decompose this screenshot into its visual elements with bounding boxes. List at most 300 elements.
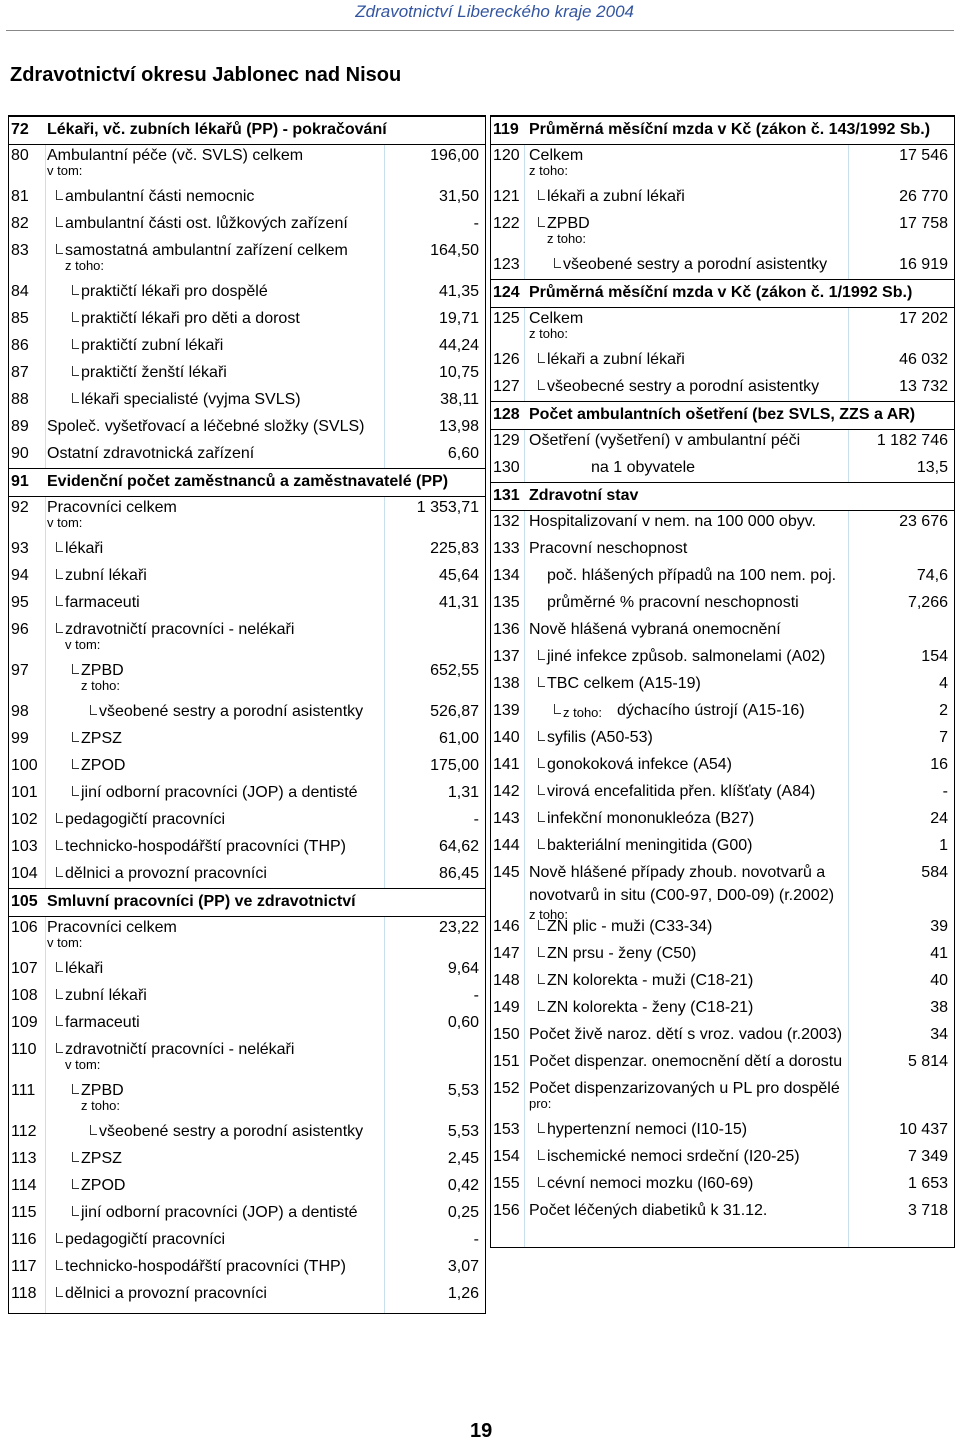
row-value: 2 bbox=[939, 702, 948, 719]
sub-caption: z toho: bbox=[547, 231, 587, 246]
row-number: 140 bbox=[493, 729, 520, 746]
tree-connector bbox=[538, 974, 545, 984]
row-label: Ostatní zdravotnická zařízení bbox=[47, 445, 255, 462]
table-row bbox=[9, 279, 485, 306]
tree-connector bbox=[72, 786, 79, 796]
row-value: 39 bbox=[930, 918, 948, 935]
row-label: farmaceuti bbox=[65, 594, 140, 611]
page-number: 19 bbox=[470, 1420, 493, 1442]
tree-connector bbox=[538, 677, 545, 687]
row-value: 34 bbox=[930, 1026, 948, 1043]
sub-caption: z toho: bbox=[81, 1098, 121, 1113]
tree-connector bbox=[56, 623, 63, 633]
table-row bbox=[491, 698, 954, 725]
tree-connector bbox=[56, 1016, 63, 1026]
row-number: 91 bbox=[11, 473, 29, 490]
table-row bbox=[9, 1281, 485, 1308]
table-row bbox=[491, 455, 954, 482]
tree-connector bbox=[56, 1043, 63, 1053]
tree-connector bbox=[72, 1152, 79, 1162]
row-value: 7 349 bbox=[907, 1148, 948, 1165]
row-number: 153 bbox=[493, 1121, 520, 1138]
row-value: 225,83 bbox=[430, 540, 479, 557]
table-row bbox=[9, 1146, 485, 1173]
row-label: gonokoková infekce (A54) bbox=[547, 756, 732, 773]
table-row bbox=[9, 1010, 485, 1037]
row-value: 1 182 746 bbox=[876, 432, 948, 449]
table-row bbox=[9, 1200, 485, 1227]
section-heading-row bbox=[491, 482, 954, 511]
row-value: 0,60 bbox=[447, 1014, 479, 1031]
sub-caption: z toho: bbox=[65, 258, 105, 273]
row-number: 145 bbox=[493, 864, 520, 881]
row-value: 38 bbox=[930, 999, 948, 1016]
tree-connector bbox=[56, 569, 63, 579]
row-value: 17 758 bbox=[899, 215, 948, 232]
row-number: 95 bbox=[11, 594, 29, 611]
row-value: 17 546 bbox=[899, 147, 948, 164]
row-value: 5,53 bbox=[447, 1082, 479, 1099]
row-number: 88 bbox=[11, 391, 29, 408]
tree-connector bbox=[56, 1233, 63, 1243]
row-value: 175,00 bbox=[430, 757, 479, 774]
row-label: zdravotničtí pracovníci - nelékaři bbox=[65, 621, 295, 638]
row-label: ZN kolorekta - muži (C18-21) bbox=[547, 972, 754, 989]
row-value: - bbox=[473, 1231, 479, 1248]
row-label: ZN kolorekta - ženy (C18-21) bbox=[547, 999, 754, 1016]
table-row bbox=[9, 780, 485, 807]
row-label: cévní nemoci mozku (I60-69) bbox=[547, 1175, 754, 1192]
row-label: jiní odborní pracovníci (JOP) a dentisté bbox=[81, 1204, 358, 1221]
row-number: 103 bbox=[11, 838, 38, 855]
row-label: pedagogičtí pracovníci bbox=[65, 811, 226, 828]
row-value: 13 732 bbox=[899, 378, 948, 395]
table-row bbox=[9, 834, 485, 861]
tree-connector bbox=[90, 705, 97, 715]
tree-connector bbox=[538, 650, 545, 660]
row-value: 1 653 bbox=[907, 1175, 948, 1192]
row-value: 7,266 bbox=[907, 594, 948, 611]
tree-connector bbox=[72, 1206, 79, 1216]
row-label: lékaři specialisté (vyjma SVLS) bbox=[81, 391, 301, 408]
row-number: 154 bbox=[493, 1148, 520, 1165]
row-number: 132 bbox=[493, 513, 520, 530]
row-label: průměrné % pracovní neschopnosti bbox=[547, 594, 799, 611]
row-number: 90 bbox=[11, 445, 29, 462]
row-number: 129 bbox=[493, 432, 520, 449]
tree-connector bbox=[538, 1150, 545, 1160]
table-row bbox=[9, 1119, 485, 1146]
row-number: 150 bbox=[493, 1026, 520, 1043]
row-value: 4 bbox=[939, 675, 948, 692]
row-number: 84 bbox=[11, 283, 29, 300]
sub-caption: pro: bbox=[529, 1096, 552, 1111]
row-value: 61,00 bbox=[438, 730, 479, 747]
row-label: TBC celkem (A15-19) bbox=[547, 675, 701, 692]
row-label: Pracovní neschopnost bbox=[529, 540, 688, 557]
section-heading-row bbox=[491, 116, 954, 145]
row-number: 104 bbox=[11, 865, 38, 882]
row-value: 164,50 bbox=[430, 242, 479, 259]
row-number: 108 bbox=[11, 987, 38, 1004]
row-label: lékaři bbox=[65, 960, 104, 977]
page-title: Zdravotnictví okresu Jablonec nad Nisou bbox=[10, 64, 402, 86]
table-row bbox=[491, 252, 954, 279]
row-value: 10,75 bbox=[438, 364, 479, 381]
row-number: 133 bbox=[493, 540, 520, 557]
table-row bbox=[491, 617, 954, 644]
tree-connector bbox=[72, 732, 79, 742]
row-value: 41,35 bbox=[438, 283, 479, 300]
row-label: Pracovníci celkem bbox=[47, 919, 177, 936]
row-number: 98 bbox=[11, 703, 29, 720]
row-label: dělnici a provozní pracovníci bbox=[65, 865, 267, 882]
table-row bbox=[9, 211, 485, 238]
row-label: Počet ambulantních ošetření (bez SVLS, ZZS a AR) bbox=[529, 406, 916, 423]
row-label: Pracovníci celkem bbox=[47, 499, 177, 516]
row-number: 122 bbox=[493, 215, 520, 232]
table-row bbox=[491, 1076, 954, 1103]
row-label: technicko-hospodářští pracovníci (THP) bbox=[65, 1258, 346, 1275]
row-number: 81 bbox=[11, 188, 29, 205]
row-value: 86,45 bbox=[438, 865, 479, 882]
row-value: 5 814 bbox=[907, 1053, 948, 1070]
row-value: 44,24 bbox=[438, 337, 479, 354]
row-label: ZPOD bbox=[81, 1177, 126, 1194]
tree-connector bbox=[72, 759, 79, 769]
table-row bbox=[9, 807, 485, 834]
row-label: ZPBD bbox=[81, 662, 124, 679]
row-label: Počet živě naroz. dětí s vroz. vadou (r.2003) bbox=[529, 1026, 843, 1043]
tree-connector bbox=[538, 217, 545, 227]
row-label: zdravotničtí pracovníci - nelékaři bbox=[65, 1041, 295, 1058]
row-label: Ošetření (vyšetření) v ambulantní péči bbox=[529, 432, 801, 449]
sub-caption: z toho: bbox=[529, 326, 569, 341]
row-number: 114 bbox=[11, 1177, 37, 1194]
row-number: 117 bbox=[11, 1258, 37, 1275]
row-number: 83 bbox=[11, 242, 29, 259]
row-label: Nově hlášená vybraná onemocnění bbox=[529, 621, 781, 638]
row-value: 24 bbox=[930, 810, 948, 827]
row-label: ischemické nemoci srdeční (I20-25) bbox=[547, 1148, 800, 1165]
row-number: 92 bbox=[11, 499, 29, 516]
row-number: 141 bbox=[493, 756, 520, 773]
row-value: 196,00 bbox=[430, 147, 479, 164]
row-value: 6,60 bbox=[447, 445, 479, 462]
row-value: 26 770 bbox=[899, 188, 948, 205]
row-number: 85 bbox=[11, 310, 29, 327]
row-value: 41,31 bbox=[438, 594, 479, 611]
section-heading-row bbox=[491, 401, 954, 430]
row-number: 86 bbox=[11, 337, 29, 354]
table-row bbox=[491, 1117, 954, 1144]
table-row bbox=[491, 509, 954, 536]
row-number: 146 bbox=[493, 918, 520, 935]
row-number: 125 bbox=[493, 310, 520, 327]
sub-prefix: z toho: bbox=[563, 705, 603, 720]
row-label: Průměrná měsíční mzda v Kč (zákon č. 143/1992 Sb.) bbox=[529, 121, 931, 138]
row-value: 16 bbox=[930, 756, 948, 773]
row-label: lékaři a zubní lékaři bbox=[547, 351, 685, 368]
header-rule bbox=[6, 30, 954, 31]
table-row bbox=[491, 833, 954, 860]
row-label: Počet léčených diabetiků k 31.12. bbox=[529, 1202, 768, 1219]
tree-connector bbox=[56, 962, 63, 972]
tree-connector bbox=[538, 920, 545, 930]
row-value: - bbox=[473, 987, 479, 1004]
table-row bbox=[491, 671, 954, 698]
row-number: 123 bbox=[493, 256, 520, 273]
row-number: 135 bbox=[493, 594, 520, 611]
row-number: 121 bbox=[493, 188, 520, 205]
table-row bbox=[9, 753, 485, 780]
row-number: 72 bbox=[11, 121, 29, 138]
row-value: 5,53 bbox=[447, 1123, 479, 1140]
tree-connector bbox=[56, 989, 63, 999]
row-label: Zdravotní stav bbox=[529, 487, 639, 504]
section-heading-row bbox=[9, 888, 485, 917]
table-row bbox=[491, 941, 954, 968]
row-value: 19,71 bbox=[438, 310, 479, 327]
row-value: 3 718 bbox=[907, 1202, 948, 1219]
table-row bbox=[491, 1198, 954, 1225]
row-number: 99 bbox=[11, 730, 29, 747]
row-value: 31,50 bbox=[438, 188, 479, 205]
row-number: 127 bbox=[493, 378, 520, 395]
row-value: 38,11 bbox=[440, 391, 479, 408]
row-number: 102 bbox=[11, 811, 38, 828]
section-heading-row bbox=[491, 279, 954, 308]
row-value: 23,22 bbox=[438, 919, 479, 936]
row-label: poč. hlášených případů na 100 nem. poj. bbox=[547, 567, 837, 584]
tree-connector bbox=[538, 731, 545, 741]
row-label: jiní odborní pracovníci (JOP) a dentisté bbox=[81, 784, 358, 801]
row-label: ambulantní části ost. lůžkových zařízení bbox=[65, 215, 348, 232]
row-label: jiné infekce způsob. salmonelami (A02) bbox=[547, 648, 826, 665]
table-row bbox=[9, 414, 485, 441]
running-header: Zdravotnictví Libereckého kraje 2004 bbox=[355, 2, 634, 21]
row-label: ZN prsu - ženy (C50) bbox=[547, 945, 697, 962]
sub-caption: v tom: bbox=[47, 163, 83, 178]
row-number: 148 bbox=[493, 972, 520, 989]
row-value: 584 bbox=[921, 864, 948, 881]
row-number: 82 bbox=[11, 215, 29, 232]
row-number: 137 bbox=[493, 648, 520, 665]
row-number: 100 bbox=[11, 757, 38, 774]
row-number: 151 bbox=[493, 1053, 520, 1070]
row-label: všeobené sestry a porodní asistentky bbox=[99, 703, 364, 720]
row-number: 119 bbox=[493, 121, 519, 138]
sub-caption: z toho: bbox=[81, 678, 121, 693]
row-value: 2,45 bbox=[447, 1150, 479, 1167]
table-row bbox=[9, 956, 485, 983]
tree-connector bbox=[72, 1084, 79, 1094]
row-value: 23 676 bbox=[899, 513, 948, 530]
table-row bbox=[9, 699, 485, 726]
tree-connector bbox=[56, 840, 63, 850]
table-row bbox=[491, 914, 954, 941]
table-row bbox=[491, 428, 954, 455]
row-value: 0,42 bbox=[447, 1177, 479, 1194]
table-row bbox=[9, 360, 485, 387]
tree-connector bbox=[538, 947, 545, 957]
row-number: 131 bbox=[493, 487, 520, 504]
table-row bbox=[491, 1022, 954, 1049]
tree-connector bbox=[56, 1287, 63, 1297]
row-number: 124 bbox=[493, 284, 520, 301]
row-value: 652,55 bbox=[430, 662, 479, 679]
section-heading-row bbox=[9, 116, 485, 145]
row-value: 154 bbox=[921, 648, 948, 665]
row-label: Smluvní pracovníci (PP) ve zdravotnictví bbox=[47, 893, 356, 910]
table-row bbox=[491, 968, 954, 995]
row-value: 1 bbox=[939, 837, 948, 854]
row-number: 152 bbox=[493, 1080, 520, 1097]
row-number: 80 bbox=[11, 147, 29, 164]
tree-connector bbox=[56, 190, 63, 200]
row-value: 13,5 bbox=[916, 459, 948, 476]
row-label: praktičtí ženští lékaři bbox=[81, 364, 227, 381]
row-label: Průměrná měsíční mzda v Kč (zákon č. 1/1992 Sb.) bbox=[529, 284, 913, 301]
row-label: syfilis (A50-53) bbox=[547, 729, 653, 746]
row-number: 130 bbox=[493, 459, 520, 476]
tree-connector bbox=[538, 190, 545, 200]
row-number: 109 bbox=[11, 1014, 38, 1031]
row-value: 41 bbox=[930, 945, 948, 962]
row-label: ZPBD bbox=[81, 1082, 124, 1099]
table-row bbox=[9, 861, 485, 888]
tree-connector bbox=[90, 1125, 97, 1135]
row-number: 116 bbox=[11, 1231, 37, 1248]
row-value: 3,07 bbox=[447, 1258, 479, 1275]
sub-caption: v tom: bbox=[65, 637, 101, 652]
tree-connector bbox=[56, 596, 63, 606]
table-row bbox=[491, 347, 954, 374]
row-value: 9,64 bbox=[447, 960, 479, 977]
row-number: 144 bbox=[493, 837, 520, 854]
table-row bbox=[9, 726, 485, 753]
table-row bbox=[491, 806, 954, 833]
row-number: 89 bbox=[11, 418, 29, 435]
tree-connector bbox=[538, 839, 545, 849]
row-number: 149 bbox=[493, 999, 520, 1016]
row-value: - bbox=[473, 811, 479, 828]
table-row bbox=[491, 725, 954, 752]
row-label: dýchacího ústrojí (A15-16) bbox=[617, 702, 805, 719]
tree-connector bbox=[56, 244, 63, 254]
row-number: 147 bbox=[493, 945, 520, 962]
row-value: 1,26 bbox=[447, 1285, 479, 1302]
tree-connector bbox=[538, 785, 545, 795]
table-row bbox=[9, 306, 485, 333]
row-number: 156 bbox=[493, 1202, 520, 1219]
table-row bbox=[9, 184, 485, 211]
row-value: 526,87 bbox=[430, 703, 479, 720]
row-number: 111 bbox=[11, 1082, 36, 1099]
table-row bbox=[9, 1254, 485, 1281]
table-row bbox=[9, 563, 485, 590]
row-label: Lékaři, vč. zubních lékařů (PP) - pokračování bbox=[47, 121, 387, 138]
row-number: 126 bbox=[493, 351, 520, 368]
table-row bbox=[491, 590, 954, 617]
tree-connector bbox=[554, 704, 561, 714]
table-row bbox=[9, 441, 485, 468]
table-row bbox=[9, 590, 485, 617]
row-label: hypertenzní nemoci (I10-15) bbox=[547, 1121, 748, 1138]
row-number: 106 bbox=[11, 919, 38, 936]
row-label: bakteriální meningitida (G00) bbox=[547, 837, 753, 854]
row-label: praktičtí zubní lékaři bbox=[81, 337, 224, 354]
row-value: 17 202 bbox=[899, 310, 948, 327]
row-label: ZN plic - muži (C33-34) bbox=[547, 918, 713, 935]
table-row bbox=[9, 536, 485, 563]
row-label: ZPSZ bbox=[81, 730, 122, 747]
row-value: 64,62 bbox=[438, 838, 479, 855]
section-heading-row bbox=[9, 468, 485, 497]
row-number: 118 bbox=[11, 1285, 37, 1302]
row-number: 112 bbox=[11, 1123, 37, 1140]
row-value: 1,31 bbox=[447, 784, 479, 801]
row-label: dělnici a provozní pracovníci bbox=[65, 1285, 267, 1302]
row-label: Počet dispenzarizovaných u PL pro dospělé bbox=[529, 1080, 840, 1097]
table-row bbox=[491, 995, 954, 1022]
row-number: 128 bbox=[493, 406, 520, 423]
row-label: samostatná ambulantní zařízení celkem bbox=[65, 242, 348, 259]
tree-connector bbox=[538, 1001, 545, 1011]
tree-connector bbox=[554, 258, 561, 268]
row-label: zubní lékaři bbox=[65, 567, 147, 584]
row-label: virová encefalitida přen. klíšťaty (A84) bbox=[547, 783, 816, 800]
table-row bbox=[491, 184, 954, 211]
row-number: 93 bbox=[11, 540, 29, 557]
tree-connector bbox=[72, 339, 79, 349]
row-number: 120 bbox=[493, 147, 520, 164]
row-number: 107 bbox=[11, 960, 38, 977]
row-label: Celkem bbox=[529, 310, 584, 327]
row-label: všeobené sestry a porodní asistentky bbox=[99, 1123, 364, 1140]
tree-connector bbox=[538, 380, 545, 390]
row-number: 87 bbox=[11, 364, 29, 381]
row-value: 1 353,71 bbox=[416, 499, 479, 516]
table-row bbox=[491, 374, 954, 401]
table-row bbox=[491, 1144, 954, 1171]
row-label: praktičtí lékaři pro dospělé bbox=[81, 283, 268, 300]
table-row bbox=[491, 644, 954, 671]
table-row bbox=[491, 536, 954, 563]
tree-connector bbox=[56, 1260, 63, 1270]
tree-connector bbox=[72, 1179, 79, 1189]
table-row bbox=[491, 563, 954, 590]
left-table bbox=[8, 115, 486, 1314]
row-label-continued: novotvarů in situ (C00-97, D00-09) (r.2002) bbox=[529, 887, 835, 904]
row-label: Společ. vyšetřovací a léčebné složky (SVLS) bbox=[47, 418, 365, 435]
row-value: 40 bbox=[930, 972, 948, 989]
row-label: technicko-hospodářští pracovníci (THP) bbox=[65, 838, 346, 855]
right-table bbox=[490, 115, 955, 1248]
table-row bbox=[491, 752, 954, 779]
tree-connector bbox=[538, 1177, 545, 1187]
row-label: lékaři a zubní lékaři bbox=[547, 188, 685, 205]
row-number: 138 bbox=[493, 675, 520, 692]
row-label: ZPOD bbox=[81, 757, 126, 774]
row-label: Nově hlášené případy zhoub. novotvarů a bbox=[529, 864, 826, 881]
row-number: 139 bbox=[493, 702, 520, 719]
row-value: - bbox=[942, 783, 948, 800]
row-number: 110 bbox=[11, 1041, 37, 1058]
row-value: 74,6 bbox=[916, 567, 948, 584]
tree-connector bbox=[538, 1123, 545, 1133]
sub-caption: v tom: bbox=[47, 935, 83, 950]
